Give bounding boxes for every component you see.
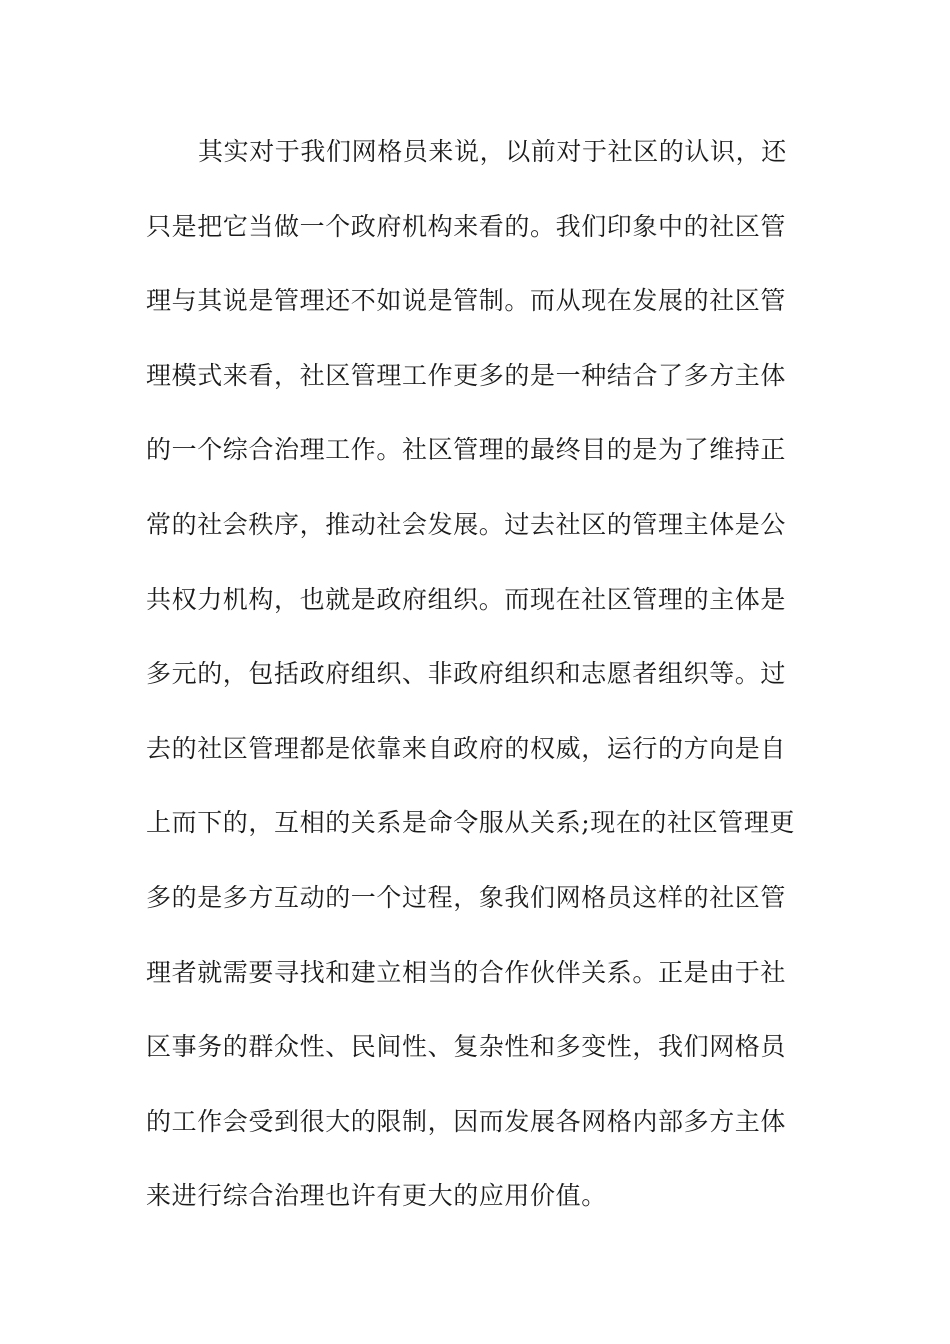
paragraph-line: 的工作会受到很大的限制，因而发展各网格内部多方主体 bbox=[146, 1106, 787, 1136]
paragraph-line: 区事务的群众性、民间性、复杂性和多变性，我们网格员 bbox=[146, 1032, 787, 1062]
paragraph-line: 只是把它当做一个政府机构来看的。我们印象中的社区管 bbox=[146, 211, 787, 241]
paragraph-line: 理与其说是管理还不如说是管制。而从现在发展的社区管 bbox=[146, 286, 787, 316]
paragraph-line: 多元的，包括政府组织、非政府组织和志愿者组织等。过 bbox=[146, 659, 787, 689]
paragraph-line: 的一个综合治理工作。社区管理的最终目的是为了维持正 bbox=[146, 435, 787, 465]
paragraph-line: 上而下的，互相的关系是命令服从关系;现在的社区管理更 bbox=[146, 808, 796, 838]
paragraph-line: 多的是多方互动的一个过程，象我们网格员这样的社区管 bbox=[146, 882, 787, 912]
paragraph-line: 理模式来看，社区管理工作更多的是一种结合了多方主体 bbox=[146, 360, 787, 390]
paragraph-line: 常的社会秩序，推动社会发展。过去社区的管理主体是公 bbox=[146, 509, 787, 539]
paragraph-line: 共权力机构，也就是政府组织。而现在社区管理的主体是 bbox=[146, 584, 787, 614]
paragraph-line: 来进行综合治理也许有更大的应用价值。 bbox=[146, 1181, 607, 1211]
body-paragraph bbox=[146, 128, 806, 1247]
paragraph-line: 其实对于我们网格员来说，以前对于社区的认识，还 bbox=[198, 137, 787, 166]
paragraph-line: 理者就需要寻找和建立相当的合作伙伴关系。正是由于社 bbox=[146, 957, 787, 987]
paragraph-line: 去的社区管理都是依靠来自政府的权威，运行的方向是自 bbox=[146, 733, 787, 763]
